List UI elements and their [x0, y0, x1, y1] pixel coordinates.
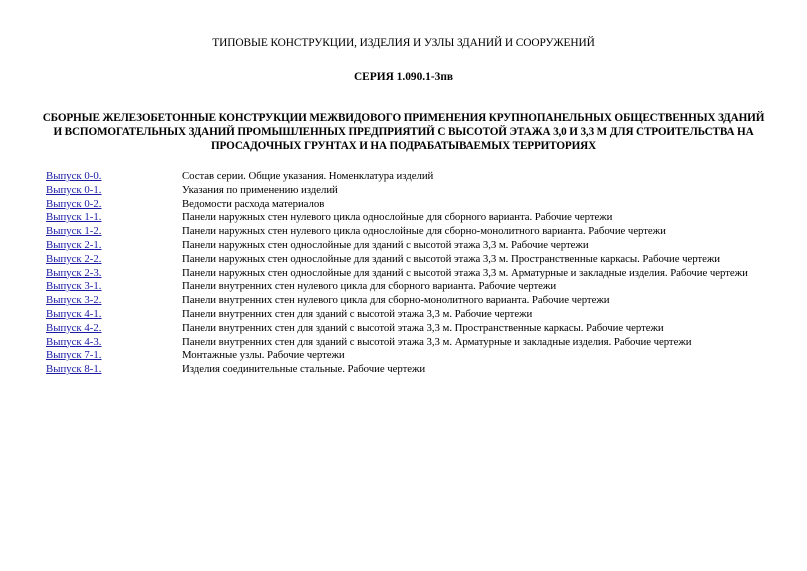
issue-description: Панели наружных стен нулевого цикла однослойные для сборно-монолитного варианта. Рабочие чертежи [182, 225, 666, 238]
issue-link[interactable]: Выпуск 8-1. [46, 363, 102, 376]
issue-link[interactable]: Выпуск 2-3. [46, 266, 102, 279]
issue-description: Панели наружных стен нулевого цикла однослойные для сборного варианта. Рабочие чертежи [182, 211, 613, 224]
catalog-header: ТИПОВЫЕ КОНСТРУКЦИИ, ИЗДЕЛИЯ И УЗЛЫ ЗДАНИЙ И СООРУЖЕНИЙ [212, 37, 595, 49]
list-item [46, 184, 762, 198]
issue-link[interactable]: Выпуск 1-2. [46, 225, 102, 238]
issue-description: Панели наружных стен однослойные для зданий с высотой этажа 3,3 м. Арматурные и закладные изделия. Рабочие чертежи [182, 266, 748, 279]
issue-link[interactable]: Выпуск 3-1. [46, 280, 102, 293]
list-item [46, 294, 762, 308]
list-item [46, 363, 762, 377]
list-item [46, 267, 762, 281]
issue-link[interactable]: Выпуск 4-3. [46, 335, 102, 348]
issues-list [46, 170, 762, 377]
list-item [46, 349, 762, 363]
issue-description: Изделия соединительные стальные. Рабочие чертежи [182, 363, 426, 376]
issue-description: Панели наружных стен однослойные для зданий с высотой этажа 3,3 м. Рабочие чертежи [182, 238, 589, 251]
issue-description: Панели внутренних стен нулевого цикла для сборно-монолитного варианта. Рабочие чертежи [182, 294, 610, 307]
issue-description: Монтажные узлы. Рабочие чертежи [182, 349, 345, 362]
list-item [46, 253, 762, 267]
issue-link[interactable]: Выпуск 7-1. [46, 349, 102, 362]
issue-link[interactable]: Выпуск 0-1. [46, 183, 102, 196]
list-item [46, 198, 762, 212]
issue-description: Указания по применению изделий [182, 183, 338, 196]
list-item [46, 322, 762, 336]
issue-description: Ведомости расхода материалов [182, 197, 325, 210]
issue-link[interactable]: Выпуск 0-0. [46, 170, 102, 182]
list-item [46, 170, 762, 184]
issue-description: Панели внутренних стен нулевого цикла для сборного варианта. Рабочие чертежи [182, 280, 557, 293]
issue-description: Состав серии. Общие указания. Номенклатура изделий [182, 170, 434, 182]
list-item [46, 308, 762, 322]
series-number: СЕРИЯ 1.090.1-3пв [353, 71, 454, 83]
document-title: СБОРНЫЕ ЖЕЛЕЗОБЕТОННЫЕ КОНСТРУКЦИИ МЕЖВИДОВОГО ПРИМЕНЕНИЯ КРУПНОПАНЕЛЬНЫХ ОБЩЕСТВЕННЫХ ЗДАНИЙ И ВСПОМОГАТЕЛЬНЫХ ЗДАНИЙ ПРОМЫШЛЕННЫХ ПРЕДПРИЯТИЙ С ВЫСОТОЙ ЭТАЖА 3,0 И 3,3 М ДЛЯ СТРОИТЕЛЬСТВА НА ПРОСАДОЧНЫХ ГРУНТАХ И НА ПОДРАБАТЫВАЕМЫХ ТЕРРИТОРИЯХ [42, 112, 765, 152]
issue-link[interactable]: Выпуск 3-2. [46, 294, 102, 307]
list-item [46, 211, 762, 225]
list-item [46, 225, 762, 239]
issue-link[interactable]: Выпуск 2-2. [46, 252, 102, 265]
list-item [46, 336, 762, 350]
issue-description: Панели наружных стен однослойные для зданий с высотой этажа 3,3 м. Пространственные каркасы. Рабочие чертежи [182, 252, 720, 265]
issue-link[interactable]: Выпуск 2-1. [46, 238, 102, 251]
issue-link[interactable]: Выпуск 4-2. [46, 321, 102, 334]
issue-link[interactable]: Выпуск 4-1. [46, 307, 102, 320]
issue-link[interactable]: Выпуск 1-1. [46, 211, 102, 224]
issue-description: Панели внутренних стен для зданий с высотой этажа 3,3 м. Рабочие чертежи [182, 307, 533, 320]
issue-description: Панели внутренних стен для зданий с высотой этажа 3,3 м. Арматурные и закладные изделия. Рабочие чертежи [182, 335, 692, 348]
list-item [46, 239, 762, 253]
issue-link[interactable]: Выпуск 0-2. [46, 197, 102, 210]
issue-description: Панели внутренних стен для зданий с высотой этажа 3,3 м. Пространственные каркасы. Рабочие чертежи [182, 321, 664, 334]
list-item [46, 280, 762, 294]
